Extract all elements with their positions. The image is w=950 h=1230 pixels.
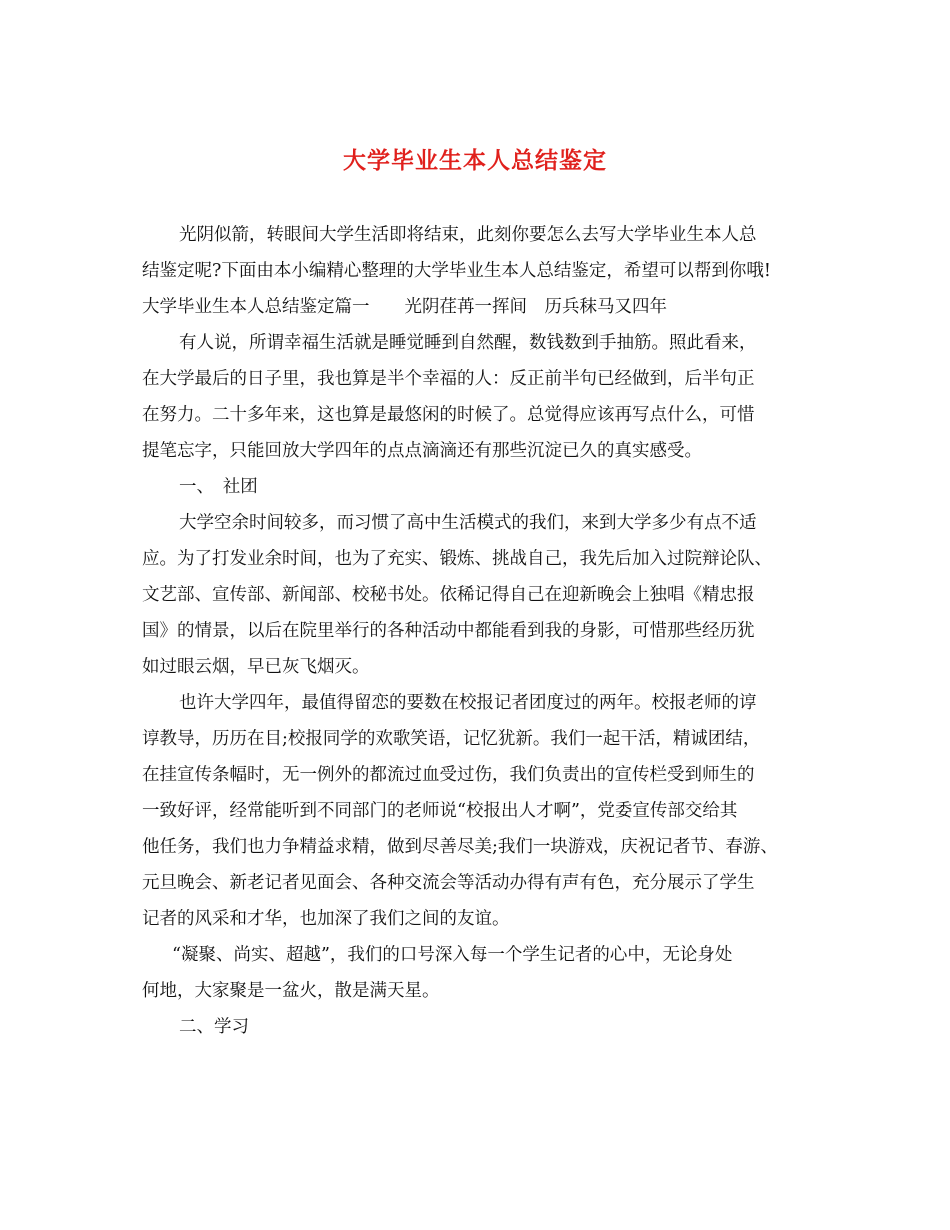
- text-line: 如过眼云烟，早已灰飞烟灭。: [142, 657, 370, 677]
- text-line: 也许大学四年，最值得留恋的要数在校报记者团度过的两年。校报老师的谆: [179, 693, 757, 713]
- text-line: “凝聚、尚实、超越”，我们的口号深入每一个学生记者的心中，无论身处: [172, 945, 733, 965]
- text-line: 在挂宣传条幅时，无一例外的都流过血受过伤，我们负责出的宣传栏受到师生的: [142, 765, 755, 785]
- section-heading: 一、 社团: [179, 477, 258, 497]
- text-line: 有人说，所谓幸福生活就是睡觉睡到自然醒，数钱数到手抽筋。照此看来，: [179, 333, 757, 353]
- text-line: 结鉴定呢?下面由本小编精心整理的大学毕业生本人总结鉴定，希望可以帮到你哦!: [142, 261, 771, 281]
- text-line: 国》的情景，以后在院里举行的各种活动中都能看到我的身影，可惜那些经历犹: [142, 621, 755, 641]
- section-heading: 二、学习: [179, 1017, 249, 1037]
- text-line: 何地，大家聚是一盆火，散是满天星。: [142, 981, 440, 1001]
- text-line: 记者的风采和才华，也加深了我们之间的友谊。: [142, 909, 510, 929]
- text-line: 他任务，我们也力争精益求精，做到尽善尽美;我们一块游戏，庆祝记者节、春游、: [142, 837, 778, 857]
- document-title: 大学毕业生本人总结鉴定: [343, 147, 607, 174]
- text-line: 光阴似箭，转眼间大学生活即将结束，此刻你要怎么去写大学毕业生本人总: [179, 225, 757, 245]
- text-line: 元旦晚会、新老记者见面会、各种交流会等活动办得有声有色，充分展示了学生: [142, 873, 755, 893]
- text-line: 大学毕业生本人总结鉴定篇一 光阴荏苒一挥间 历兵秣马又四年: [142, 297, 667, 317]
- text-line: 文艺部、宣传部、新闻部、校秘书处。依稀记得自己在迎新晚会上独唱《精忠报: [142, 585, 755, 605]
- text-line: 应。为了打发业余时间，也为了充实、锻炼、挑战自己，我先后加入过院辩论队、: [142, 549, 772, 569]
- text-line: 一致好评，经常能听到不同部门的老师说“校报出人才啊”，党委宣传部交给其: [142, 801, 738, 821]
- text-line: 在大学最后的日子里，我也算是半个幸福的人：反正前半句已经做到，后半句正: [142, 369, 755, 389]
- text-line: 在努力。二十多年来，这也算是最悠闲的时候了。总觉得应该再写点什么，可惜: [142, 405, 755, 425]
- text-line: 提笔忘字，只能回放大学四年的点点滴滴还有那些沉淀已久的真实感受。: [142, 441, 702, 461]
- text-line: 谆教导，历历在目;校报同学的欢歌笑语，记忆犹新。我们一起干活，精诚团结，: [142, 729, 761, 749]
- text-line: 大学空余时间较多，而习惯了高中生活模式的我们，来到大学多少有点不适: [179, 513, 757, 533]
